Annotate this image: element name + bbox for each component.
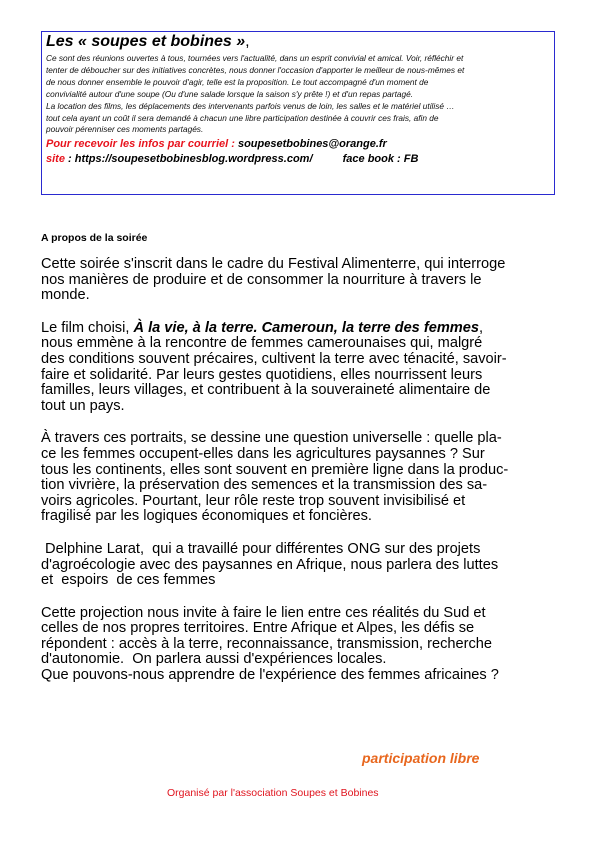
text-line: d'autonomie. On parlera aussi d'expériences locales.	[41, 651, 387, 668]
text-line: Cette soirée s'inscrit dans le cadre du Festival Alimenterre, qui interroge	[41, 256, 506, 272]
organizer-footer: Organisé par l'association Soupes et Bobines	[167, 787, 379, 799]
info-box-line: tout cela ayant un coût il sera demandé à chacun une libre participation destinée à couvrir ces frais, afin de	[46, 112, 439, 123]
film-title-comma: ,	[479, 319, 484, 336]
info-box-title	[46, 33, 550, 51]
text-line: voirs agricoles. Pourtant, leur rôle reste trop souvent invisibilisé et	[41, 492, 466, 509]
info-box-title-suffix: ,	[245, 33, 250, 50]
email-line	[46, 137, 550, 152]
text-line: fragilisé par les logiques économiques et foncières.	[41, 508, 372, 525]
text-line: et espoirs de ces femmes	[41, 572, 216, 589]
facebook-link[interactable]: face book : FB	[342, 153, 419, 166]
film-title: À la vie, à la terre. Cameroun, la terre des femmes	[133, 319, 480, 336]
paragraph-projection	[41, 606, 581, 684]
info-box	[41, 31, 555, 195]
text-line: celles de nos propres territoires. Entre Afrique et Alpes, les défis se	[41, 620, 475, 637]
paragraph-film	[41, 321, 581, 415]
info-box-line: La location des films, les déplacements des intervenants parfois venus de loin, les salles et le matériel utilisé …	[46, 100, 455, 111]
site-link[interactable]: : https://soupesetbobinesblog.wordpress.com/	[68, 153, 313, 166]
site-line	[46, 152, 550, 167]
text-line	[41, 321, 581, 337]
text-line: Cette projection nous invite à faire le lien entre ces réalités du Sud et	[41, 604, 486, 621]
text-line: tous les continents, elles sont souvent en première ligne dans la produc-	[41, 461, 509, 478]
info-box-line: de nous donner ensemble le pouvoir d'agir, telle est la proposition. Le tout accompagné d'un moment de	[46, 76, 429, 87]
contact-block	[46, 137, 550, 167]
info-box-line: tenter de déboucher sur des initiatives concrètes, nous donner l'occasion d'apporter le meilleur de nous-mêmes et	[46, 64, 465, 75]
section-heading: A propos de la soirée	[41, 232, 148, 244]
paragraph-portraits	[41, 431, 581, 525]
email-label: Pour recevoir les infos par courriel :	[46, 138, 235, 151]
info-box-line: pouvoir pérenniser ces moments partagés.	[46, 124, 204, 135]
paragraph-speaker	[41, 542, 581, 589]
text-line: À travers ces portraits, se dessine une question universelle : quelle pla-	[41, 430, 502, 447]
text-line: des conditions souvent précaires, cultivent la terre avec ténacité, savoir-	[41, 350, 507, 367]
info-box-title-text: Les « soupes et bobines »	[46, 33, 246, 50]
info-box-line: convivialité autour d'une soupe (Ou d'une salade lorsque la saison s'y prête !) et d'un repas partagé.	[46, 88, 414, 99]
text-line: tion vivrière, la préservation des semences et la transmission des sa-	[41, 477, 488, 494]
text-line: d'agroécologie avec des paysannes en Afrique, nous parlera des luttes	[41, 556, 499, 573]
text-line: nos manières de produire et de consommer la nourriture à travers le	[41, 271, 482, 288]
text-line: nous emmène à la rencontre de femmes camerounaises qui, malgré	[41, 335, 483, 352]
text-line: faire et solidarité. Par leurs gestes quotidiens, elles nourrissent leurs	[41, 366, 483, 383]
main-text	[41, 257, 581, 701]
info-box-body	[46, 53, 550, 136]
text-line: Delphine Larat, qui a travaillé pour différentes ONG sur des projets	[41, 540, 481, 557]
participation-note: participation libre	[362, 750, 480, 766]
text-line: Que pouvons-nous apprendre de l'expérience des femmes africaines ?	[41, 667, 499, 684]
text-line: monde.	[41, 287, 90, 304]
text-line: ce les femmes occupent-elles dans les agricultures paysannes ? Sur	[41, 445, 485, 462]
film-intro: Le film choisi,	[41, 319, 130, 336]
info-box-line: Ce sont des réunions ouvertes à tous, tournées vers l'actualité, dans un esprit convivial et amical. Voir, réfléchir et	[46, 53, 464, 63]
text-line: répondent : accès à la terre, reconnaissance, transmission, recherche	[41, 635, 493, 652]
text-line: familles, leurs villages, et contribuent à la souveraineté alimentaire de	[41, 382, 491, 399]
site-label: site	[46, 153, 65, 166]
email-address[interactable]: soupesetbobines@orange.fr	[237, 138, 387, 151]
text-line: tout un pays.	[41, 397, 125, 414]
paragraph-festival	[41, 257, 581, 304]
